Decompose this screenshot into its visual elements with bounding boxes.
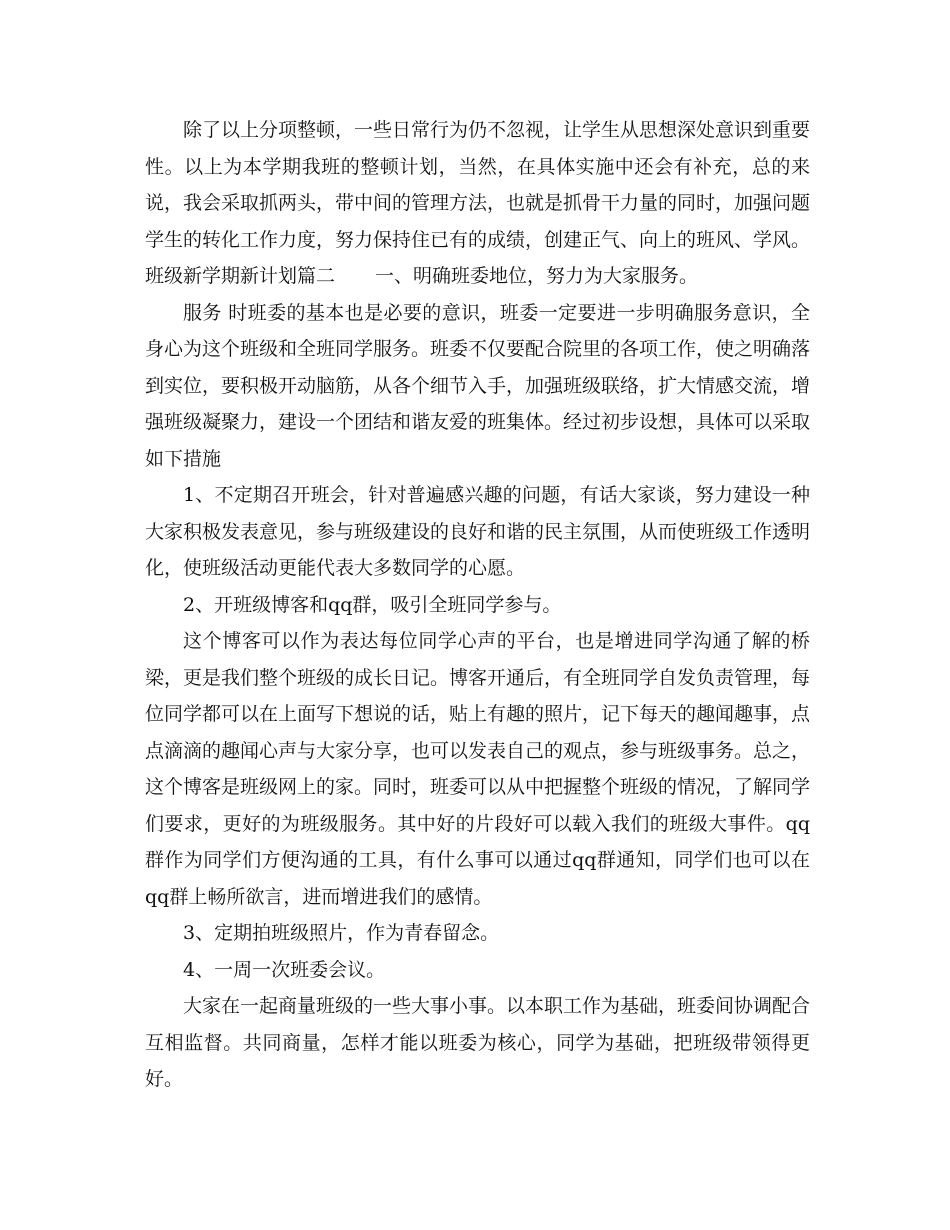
paragraph-measure-3: 3、定期拍班级照片，作为青春留念。 — [183, 922, 500, 944]
document-title: 班级新学期新计划篇二 — [145, 265, 336, 287]
section-heading: 一、明确班委地位，努力为大家服务。 — [375, 265, 699, 287]
paragraph-measure-2: 2、开班级博客和qq群，吸引全班同学参与。 — [183, 593, 562, 616]
paragraph-rectification-summary: 除了以上分项整顿，一些日常行为仍不忽视，让学生从思想深处意识到重要性。以上为本学期我班的整顿计划，当然，在具体实施中还会有补充，总的来说，我会采取抓两头，带中间的管理方法，也就是抓骨干力量的同时，加强问题学生的转化工作力度，努力保持住已有的成绩，创建正气、向上的班风、学风。 — [145, 119, 811, 251]
paragraph-measure-1: 1、不定期召开班会，针对普遍感兴趣的问题，有话大家谈，努力建设一种大家积极发表意见，参与班级建设的良好和谐的民主氛围，从而使班级工作透明化，使班级活动更能代表大多数同学的心愿。 — [145, 484, 811, 579]
document-body — [145, 112, 810, 1098]
paragraph-committee-meeting: 大家在一起商量班级的一些大事小事。以本职工作为基础，班委间协调配合互相监督。共同商量，怎样才能以班委为核心，同学为基础，把班级带领得更好。 — [145, 995, 811, 1090]
section-heading-line — [145, 258, 810, 295]
paragraph-service-awareness: 服务 时班委的基本也是必要的意识，班委一定要进一步明确服务意识，全身心为这个班级和全班同学服务。班委不仅要配合院里的各项工作，使之明确落到实位，要积极开动脑筋，从各个细节入手，加强班级联络，扩大情感交流，增强班级凝聚力，建设一个团结和谐友爱的班集体。经过初步设想，具体可以采取如下措施 — [145, 301, 811, 470]
paragraph-blog-description: 这个博客可以作为表达每位同学心声的平台，也是增进同学沟通了解的桥梁，更是我们整个班级的成长日记。博客开通后，有全班同学自发负责管理，每位同学都可以在上面写下想说的话，贴上有趣的照片，记下每天的趣闻趣事，点点滴滴的趣闻心声与大家分享，也可以发表自己的观点，参与班级事务。总之，这个博客是班级网上的家。同时，班委可以从中把握整个班级的情况，了解同学们要求，更好的为班级服务。其中好的片段好可以载入我们的班级大事件。qq群作为同学们方便沟通的工具，有什么事可以通过qq群通知，同学们也可以在qq群上畅所欲言，进而增进我们的感情。 — [145, 630, 811, 908]
paragraph-measure-4: 4、一周一次班委会议。 — [183, 958, 386, 981]
